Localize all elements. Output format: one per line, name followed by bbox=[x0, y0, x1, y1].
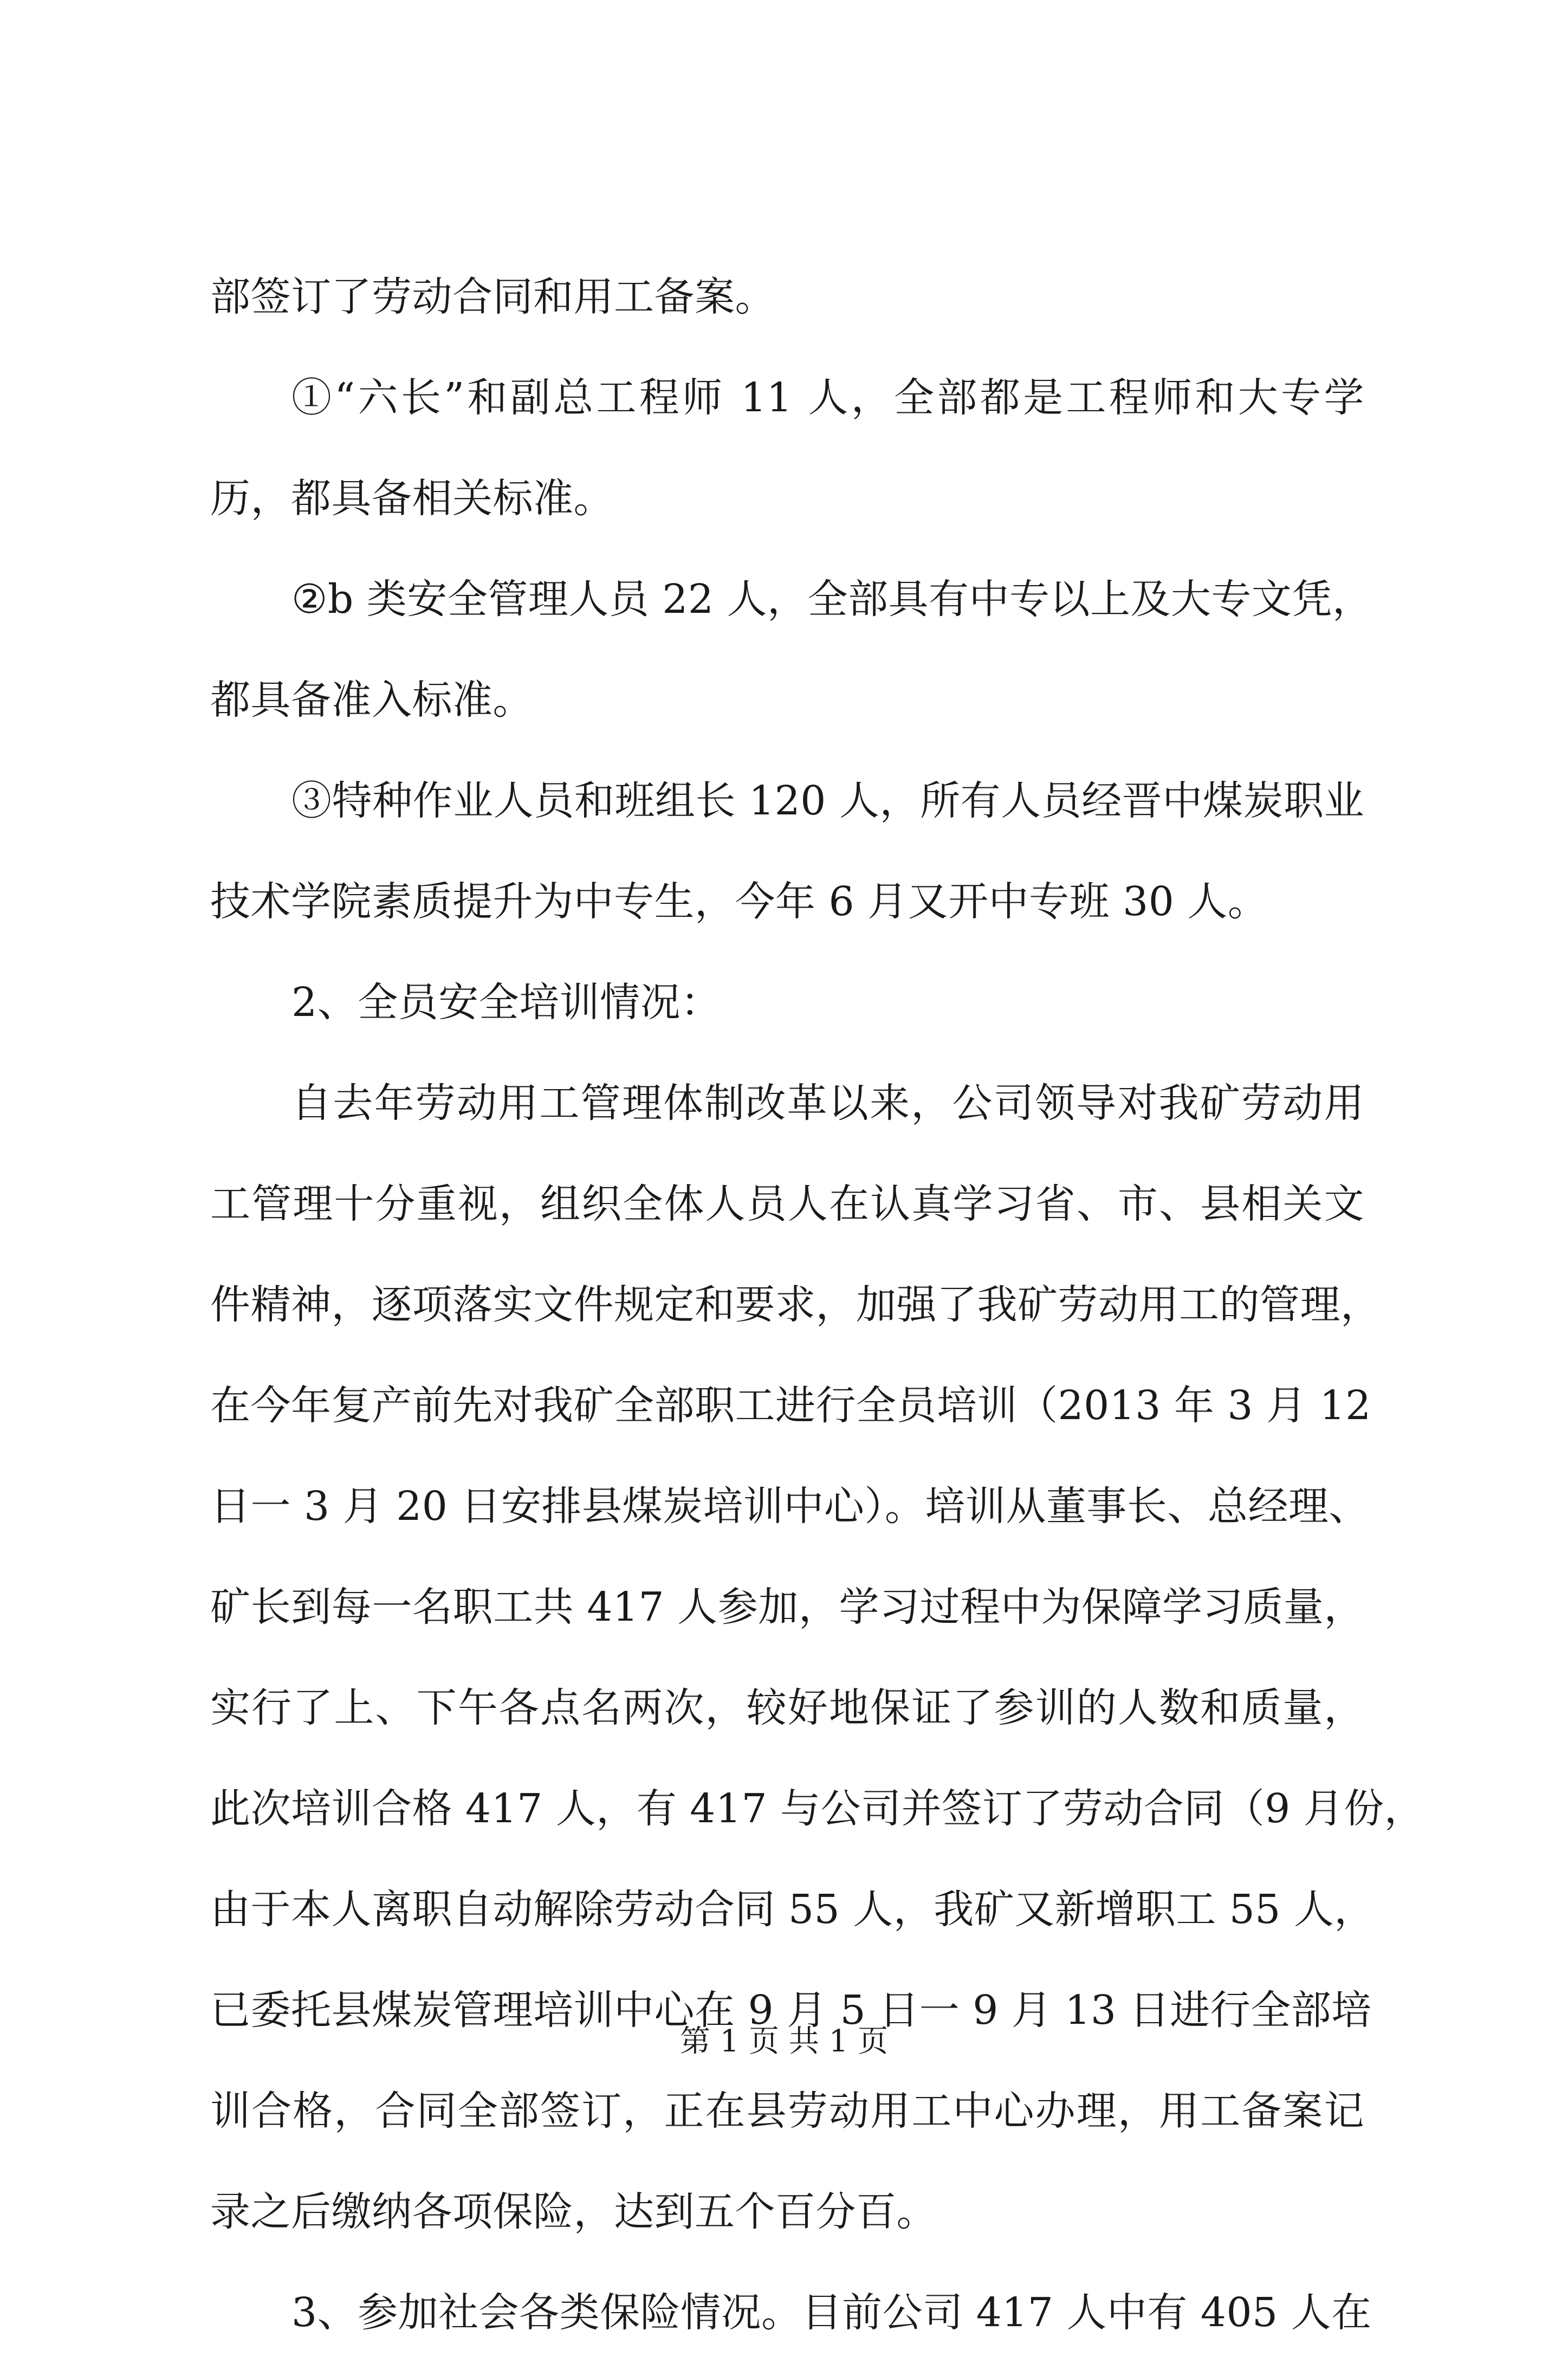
text-line: 工管理十分重视，组织全体人员人在认真学习省、市、县相关文 bbox=[210, 1181, 1364, 1227]
page-number-label: 第 1 页 共 1 页 bbox=[679, 2024, 889, 2059]
text-line: 此次培训合格 417 人，有 417 与公司并签订了劳动合同（9 月份， bbox=[210, 1785, 1425, 1832]
text-line: 实行了上、下午各点名两次，较好地保证了参训的人数和质量， bbox=[210, 1685, 1364, 1731]
text-line: 2、全员安全培训情况： bbox=[291, 979, 721, 1026]
text-line: 3、参加社会各类保险情况。目前公司 417 人中有 405 人在 bbox=[291, 2289, 1372, 2336]
page-footer bbox=[0, 2020, 1568, 2063]
text-line: 录之后缴纳各项保险，达到五个百分百。 bbox=[210, 2189, 937, 2235]
text-line: 日一 3 月 20 日安排县煤炭培训中心）。培训从董事长、总经理、 bbox=[210, 1483, 1369, 1530]
text-line: 已委托县煤炭管理培训中心在 9 月 5 日一 9 月 13 日进行全部培 bbox=[210, 1987, 1372, 2034]
text-line: ①“六长”和副总工程师 11 人，全部都是工程师和大专学 bbox=[291, 374, 1364, 421]
text-line: 自去年劳动用工管理体制改革以来，公司领导对我矿劳动用 bbox=[291, 1080, 1364, 1127]
text-line: 历，都具备相关标准。 bbox=[210, 475, 614, 522]
text-line: ②b 类安全管理人员 22 人，全部具有中专以上及大专文凭， bbox=[291, 576, 1373, 623]
text-line: ③特种作业人员和班组长 120 人，所有人员经晋中煤炭职业 bbox=[291, 778, 1364, 824]
text-line: 在今年复产前先对我矿全部职工进行全员培训（2013 年 3 月 12 bbox=[210, 1382, 1371, 1429]
text-line: 技术学院素质提升为中专生，今年 6 月又开中专班 30 人。 bbox=[210, 878, 1268, 925]
text-line: 件精神，逐项落实文件规定和要求，加强了我矿劳动用工的管理， bbox=[210, 1281, 1381, 1328]
text-line: 都具备准入标准。 bbox=[210, 677, 533, 723]
text-line: 训合格，合同全部签订，正在县劳动用工中心办理，用工备案记 bbox=[210, 2088, 1364, 2134]
text-line: 由于本人离职自动解除劳动合同 55 人，我矿又新增职工 55 人， bbox=[210, 1886, 1375, 1933]
text-line: 部签订了劳动合同和用工备案。 bbox=[210, 274, 775, 320]
text-line: 矿长到每一名职工共 417 人参加，学习过程中为保障学习质量， bbox=[210, 1584, 1364, 1630]
